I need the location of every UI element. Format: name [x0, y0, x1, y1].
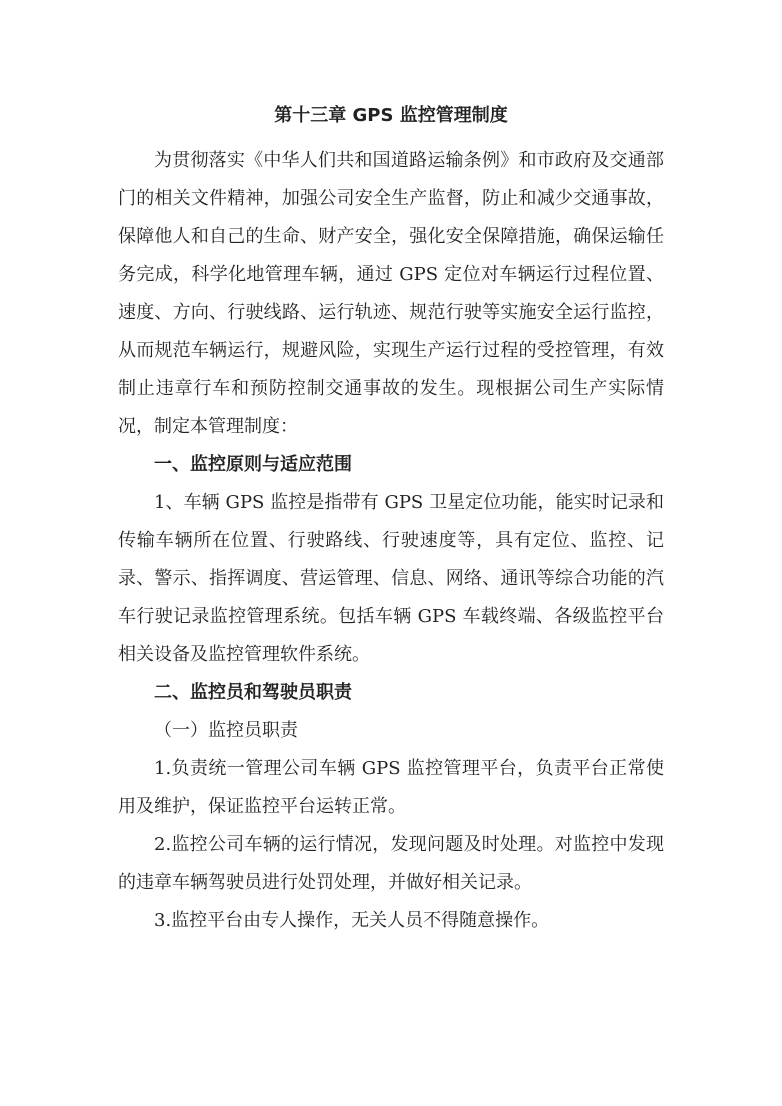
- list-item-1: 1.负责统一管理公司车辆 GPS 监控管理平台，负责平台正常使用及维护，保证监控平台运转正常。: [118, 758, 664, 817]
- list-item-3: 3.监控平台由专人操作，无关人员不得随意操作。: [154, 910, 550, 931]
- subsection-heading: （一）监控员职责: [154, 720, 298, 741]
- section1-paragraph: 1、车辆 GPS 监控是指带有 GPS 卫星定位功能，能实时记录和传输车辆所在位置、行驶路线、行驶速度等，具有定位、监控、记录、警示、指挥调度、营运管理、信息、网络、通讯等综合功能的汽车行驶记录监控管理系统。包括车辆 GPS 车载终端、各级监控平台相关设备及监控管理软件系统。: [118, 492, 664, 665]
- section-heading-1: 一、监控原则与适应范围: [154, 454, 352, 475]
- section-heading-2: 二、监控员和驾驶员职责: [154, 682, 352, 703]
- intro-paragraph: 为贯彻落实《中华人们共和国道路运输条例》和市政府及交通部门的相关文件精神，加强公司安全生产监督，防止和减少交通事故，保障他人和自己的生命、财产安全，强化安全保障措施，确保运输任务完成，科学化地管理车辆，通过 GPS 定位对车辆运行过程位置、速度、方向、行驶线路、运行轨迹、规范行驶等实施安全运行监控，从而规范车辆运行，规避风险，实现生产运行过程的受控管理，有效制止违章行车和预防控制交通事故的发生。现根据公司生产实际情况，制定本管理制度：: [118, 150, 664, 437]
- page-title: 第十三章 GPS 监控管理制度: [274, 105, 508, 126]
- document-body: [118, 142, 664, 940]
- list-item-2: 2.监控公司车辆的运行情况，发现问题及时处理。对监控中发现的违章车辆驾驶员进行处罚处理，并做好相关记录。: [118, 834, 664, 893]
